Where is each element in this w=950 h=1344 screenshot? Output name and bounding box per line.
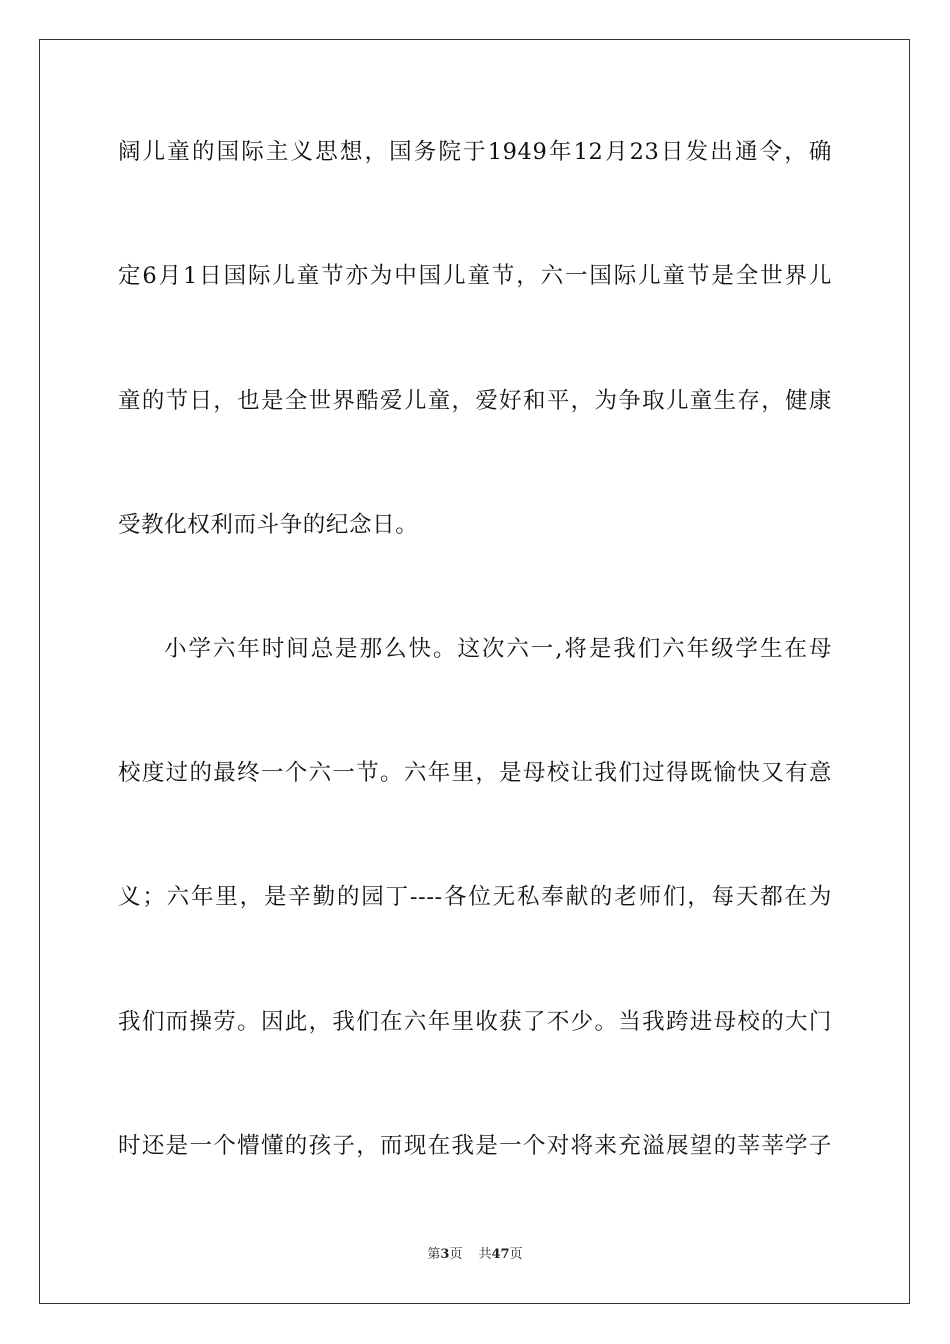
body-line-3: 童的节日，也是全世界酷爱儿童，爱好和平，为争取儿童生存，健康 xyxy=(118,388,832,414)
page-current: 3 xyxy=(440,1247,450,1262)
page-prefix: 第 xyxy=(427,1247,441,1262)
total-suffix: 页 xyxy=(509,1247,523,1262)
total-prefix: 共 xyxy=(478,1247,492,1262)
body-line-7: 义；六年里，是辛勤的园丁----各位无私奉献的老师们，每天都在为 xyxy=(118,884,832,910)
body-line-1: 阔儿童的国际主义思想，国务院于1949年12月23日发出通令，确 xyxy=(118,139,832,165)
body-line-4: 受教化权利而斗争的纪念日。 xyxy=(118,512,419,538)
body-line-8: 我们而操劳。因此，我们在六年里收获了不少。当我跨进母校的大门 xyxy=(118,1009,832,1035)
body-line-5: 小学六年时间总是那么快。这次六一,将是我们六年级学生在母 xyxy=(164,636,832,662)
page-total: 47 xyxy=(491,1247,510,1262)
body-line-2: 定6月1日国际儿童节亦为中国儿童节，六一国际儿童节是全世界儿 xyxy=(118,263,832,289)
body-line-9: 时还是一个懵懂的孩子，而现在我是一个对将来充溢展望的莘莘学子 xyxy=(118,1133,832,1159)
page-frame xyxy=(39,39,910,1304)
body-line-6: 校度过的最终一个六一节。六年里，是母校让我们过得既愉快又有意 xyxy=(118,760,832,786)
page-footer xyxy=(0,1246,950,1264)
page-suffix: 页 xyxy=(449,1247,463,1262)
